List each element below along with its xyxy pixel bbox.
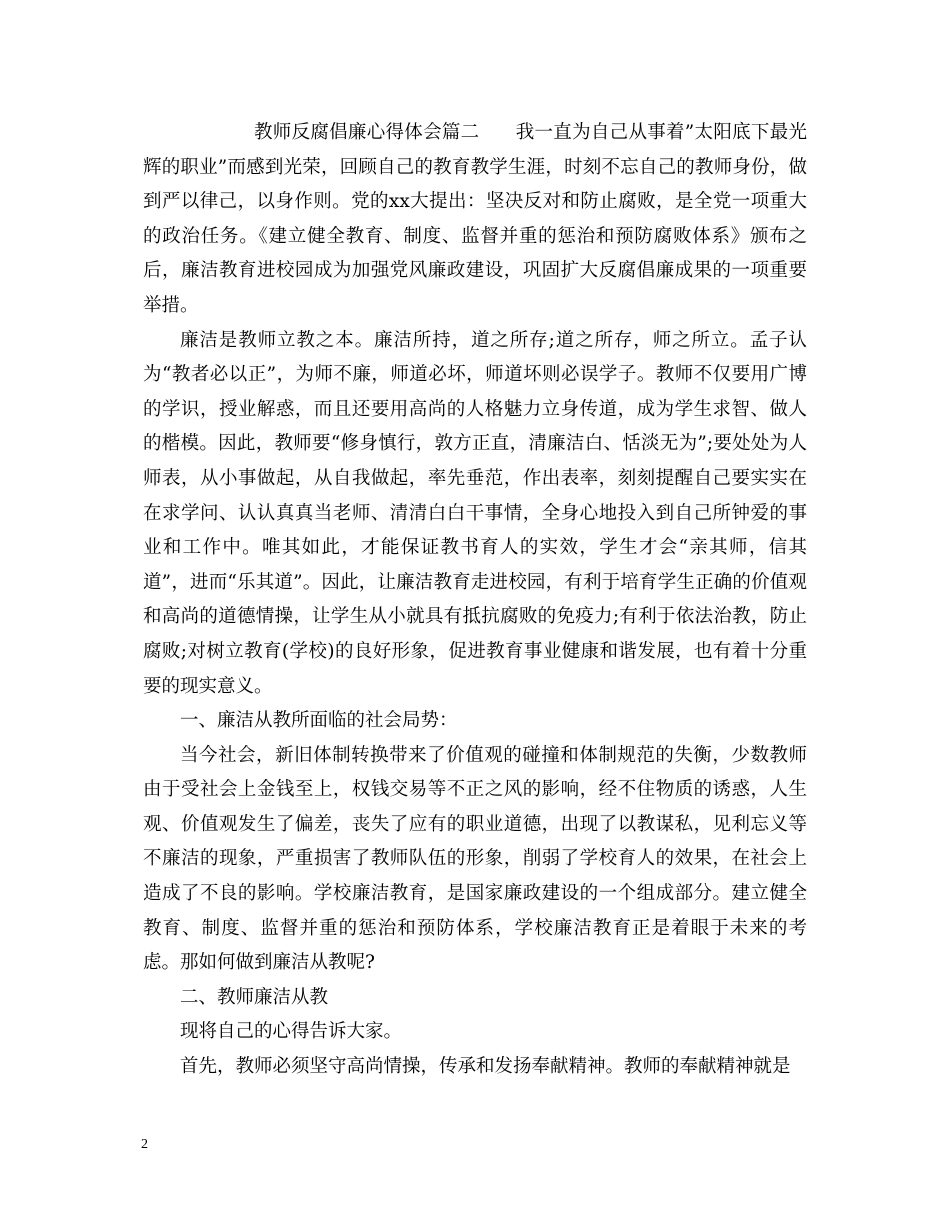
paragraph-share-experience: 现将自己的心得告诉大家。: [180, 1021, 403, 1043]
opening-paragraph: [143, 116, 807, 324]
section-heading-1: 一、廉洁从教所面临的社会局势：: [180, 710, 458, 732]
paragraph-social-situation: 当今社会，新旧体制转换带来了价值观的碰撞和体制规范的失衡，少数教师由于受社会上金钱至上，权钱交易等不正之风的影响，经不住物质的诱惑，人生观、价值观发生了偏差，丧失了应有的职业道德，出现了以教谋私，见利忘义等不廉洁的现象，严重损害了教师队伍的形象，削弱了学校育人的效果，在社会上造成了不良的影响。学校廉洁教育，是国家廉政建设的一个组成部分。建立健全教育、制度、监督并重的惩治和预防体系，学校廉洁教育正是着眼于未来的考虑。那如何做到廉洁从教呢?: [143, 744, 807, 974]
paragraph-first-point: 首先，教师必须坚守高尚情操，传承和发扬奉献精神。教师的奉献精神就是: [180, 1056, 791, 1078]
document-body: [143, 116, 807, 1085]
intro-text: 我一直为自己从事着”太阳底下最光辉的职业”而感到光荣，回顾自己的教育教学生涯，时刻不忘自己的教师身份，做到严以律己，以身作则。党的xx大提出：坚决反对和防止腐败，是全党一项重大的政治任务。《建立健全教育、制度、监督并重的惩治和预防腐败体系》颁布之后，廉洁教育进校园成为加强党风廉政建设，巩固扩大反腐倡廉成果的一项重要举措。: [143, 122, 807, 316]
section-heading-2: 二、教师廉洁从教: [180, 986, 329, 1008]
paragraph-integrity: 廉洁是教师立教之本。廉洁所持，道之所存;道之所存，师之所立。孟子认为“教者必以正”，为师不廉，师道必坏，师道坏则必误学子。教师不仅要用广博的学识，授业解惑，而且还要用高尚的人格魅力立身传道，成为学生求智、做人的楷模。因此，教师要“修身慎行，敦方正直，清廉洁白、恬淡无为”;要处处为人师表，从小事做起，从自我做起，率先垂范，作出表率，刻刻提醒自己要实实在在求学问、认认真真当老师、清清白白干事情，全身心地投入到自己所钟爱的事业和工作中。唯其如此，才能保证教书育人的实效，学生才会“亲其师，信其道”，进而“乐其道”。因此，让廉洁教育走进校园，有利于培育学生正确的价值观和高尚的道德情操，让学生从小就具有抵抗腐败的免疫力;有利于依法治教，防止腐败;对树立教育(学校)的良好形象，促进教育事业健康和谐发展，也有着十分重要的现实意义。: [143, 329, 807, 697]
page-number: 2: [141, 1137, 148, 1152]
document-title: 教师反腐倡廉心得体会篇二: [254, 122, 480, 143]
